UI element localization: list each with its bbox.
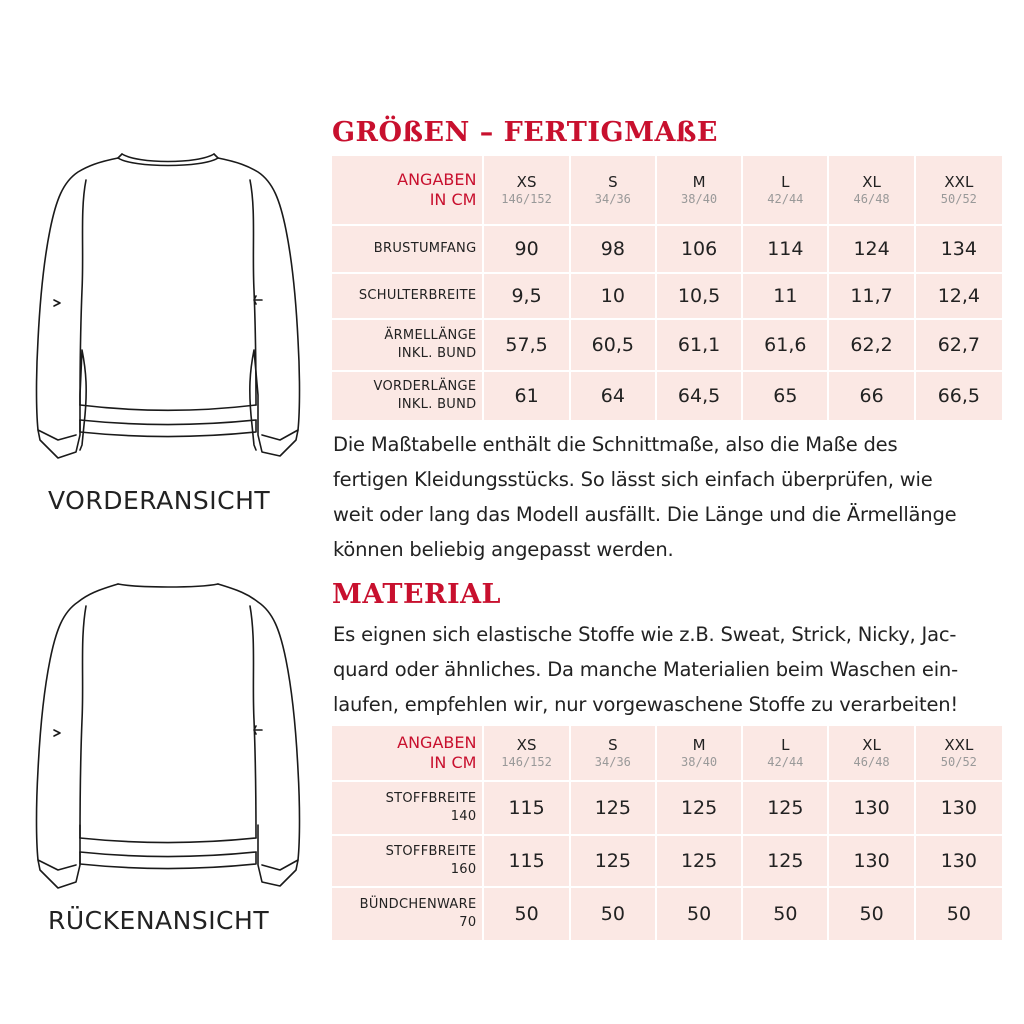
size-range: 146/152: [501, 755, 552, 769]
size-range: 50/52: [940, 755, 977, 769]
size-col-xl: [829, 156, 915, 226]
size-range: 42/44: [767, 192, 804, 206]
description-line: Es eignen sich elastische Stoffe wie z.B. Sweat, Strick, Nicky, Jac-: [333, 623, 957, 646]
table-cell: 10,5: [657, 274, 743, 320]
row-label: ÄRMELLÄNGE INKL. BUND: [332, 320, 484, 372]
row-label: VORDERLÄNGE INKL. BUND: [332, 372, 484, 422]
table-row: [332, 836, 1002, 888]
size-range: 46/48: [853, 755, 890, 769]
table-cell: 50: [916, 888, 1002, 942]
header-line2: IN CM: [429, 190, 477, 209]
table-cell: 61: [484, 372, 570, 422]
size-col-xs: [484, 156, 570, 226]
header-line1: ANGABEN: [397, 733, 477, 752]
description-line: weit oder lang das Modell ausfällt. Die Länge und die Ärmellänge: [333, 503, 957, 526]
table-cell: 64: [571, 372, 657, 422]
description-line: laufen, empfehlen wir, nur vorgewaschene Stoffe zu verarbeiten!: [333, 693, 959, 716]
table-cell: 115: [484, 836, 570, 888]
table-cell: 11,7: [829, 274, 915, 320]
table-cell: 64,5: [657, 372, 743, 422]
description-line: fertigen Kleidungsstücks. So lässt sich einfach überprüfen, wie: [333, 468, 933, 491]
size-col-s: [571, 156, 657, 226]
material-description: [333, 617, 1013, 722]
material-table-header-label: [332, 726, 484, 782]
size-name: S: [608, 173, 618, 191]
material-table: [332, 726, 1002, 942]
size-col-m: [657, 726, 743, 782]
size-name: XL: [862, 736, 881, 754]
table-cell: 50: [657, 888, 743, 942]
size-name: XS: [516, 736, 537, 754]
row-label: STOFFBREITE 140: [332, 782, 484, 836]
size-table-header-row: [332, 156, 1002, 226]
table-cell: 62,7: [916, 320, 1002, 372]
table-row: [332, 782, 1002, 836]
size-col-s: [571, 726, 657, 782]
size-range: 38/40: [681, 192, 718, 206]
description-line: können beliebig angepasst werden.: [333, 538, 674, 561]
row-label: SCHULTERBREITE: [332, 274, 484, 320]
table-cell: 11: [743, 274, 829, 320]
size-col-xxl: [916, 156, 1002, 226]
row-label: STOFFBREITE 160: [332, 836, 484, 888]
material-heading: MATERIAL: [332, 579, 502, 610]
table-cell: 125: [571, 782, 657, 836]
material-table-header-row: [332, 726, 1002, 782]
sweater-front-sketch: [18, 140, 318, 470]
table-cell: 10: [571, 274, 657, 320]
row-label: BRUSTUMFANG: [332, 226, 484, 274]
header-line1: ANGABEN: [397, 170, 477, 189]
size-name: XS: [516, 173, 537, 191]
size-range: 38/40: [681, 755, 718, 769]
size-range: 146/152: [501, 192, 552, 206]
size-table-header-label: [332, 156, 484, 226]
table-cell: 66: [829, 372, 915, 422]
size-col-l: [743, 156, 829, 226]
size-name: L: [781, 736, 790, 754]
size-name: S: [608, 736, 618, 754]
size-range: 34/36: [594, 755, 631, 769]
table-cell: 124: [829, 226, 915, 274]
table-cell: 125: [657, 836, 743, 888]
sizes-description: [333, 427, 1013, 567]
table-cell: 61,6: [743, 320, 829, 372]
table-cell: 66,5: [916, 372, 1002, 422]
size-col-xl: [829, 726, 915, 782]
table-cell: 130: [916, 782, 1002, 836]
table-row: [332, 274, 1002, 320]
table-cell: 98: [571, 226, 657, 274]
size-name: L: [781, 173, 790, 191]
table-row: [332, 372, 1002, 422]
table-cell: 57,5: [484, 320, 570, 372]
size-col-m: [657, 156, 743, 226]
table-cell: 65: [743, 372, 829, 422]
size-col-l: [743, 726, 829, 782]
table-cell: 9,5: [484, 274, 570, 320]
size-range: 42/44: [767, 755, 804, 769]
table-cell: 130: [829, 782, 915, 836]
header-line2: IN CM: [429, 753, 477, 772]
size-range: 50/52: [940, 192, 977, 206]
table-cell: 61,1: [657, 320, 743, 372]
size-name: M: [692, 736, 706, 754]
front-view-label: VORDERANSICHT: [48, 486, 271, 515]
size-col-xs: [484, 726, 570, 782]
table-cell: 115: [484, 782, 570, 836]
table-cell: 130: [829, 836, 915, 888]
description-line: quard oder ähnliches. Da manche Materialien beim Waschen ein-: [333, 658, 958, 681]
table-row: [332, 320, 1002, 372]
table-cell: 50: [571, 888, 657, 942]
table-cell: 125: [743, 836, 829, 888]
table-cell: 134: [916, 226, 1002, 274]
size-range: 46/48: [853, 192, 890, 206]
back-view-label: RÜCKENANSICHT: [48, 906, 270, 935]
size-name: XXL: [944, 736, 974, 754]
table-cell: 106: [657, 226, 743, 274]
table-cell: 12,4: [916, 274, 1002, 320]
size-name: XXL: [944, 173, 974, 191]
table-cell: 60,5: [571, 320, 657, 372]
sizes-heading: GRÖßEN – FERTIGMAßE: [332, 117, 719, 148]
table-cell: 125: [571, 836, 657, 888]
table-cell: 50: [484, 888, 570, 942]
table-cell: 50: [743, 888, 829, 942]
size-name: M: [692, 173, 706, 191]
size-table: [332, 156, 1002, 422]
description-line: Die Maßtabelle enthält die Schnittmaße, also die Maße des: [333, 433, 898, 456]
table-cell: 114: [743, 226, 829, 274]
table-cell: 90: [484, 226, 570, 274]
row-label: BÜNDCHENWARE 70: [332, 888, 484, 942]
table-cell: 50: [829, 888, 915, 942]
sweater-back-sketch: [18, 570, 318, 900]
table-cell: 125: [657, 782, 743, 836]
table-cell: 62,2: [829, 320, 915, 372]
size-range: 34/36: [594, 192, 631, 206]
table-cell: 125: [743, 782, 829, 836]
table-cell: 130: [916, 836, 1002, 888]
table-row: [332, 888, 1002, 942]
size-name: XL: [862, 173, 881, 191]
table-row: [332, 226, 1002, 274]
size-col-xxl: [916, 726, 1002, 782]
